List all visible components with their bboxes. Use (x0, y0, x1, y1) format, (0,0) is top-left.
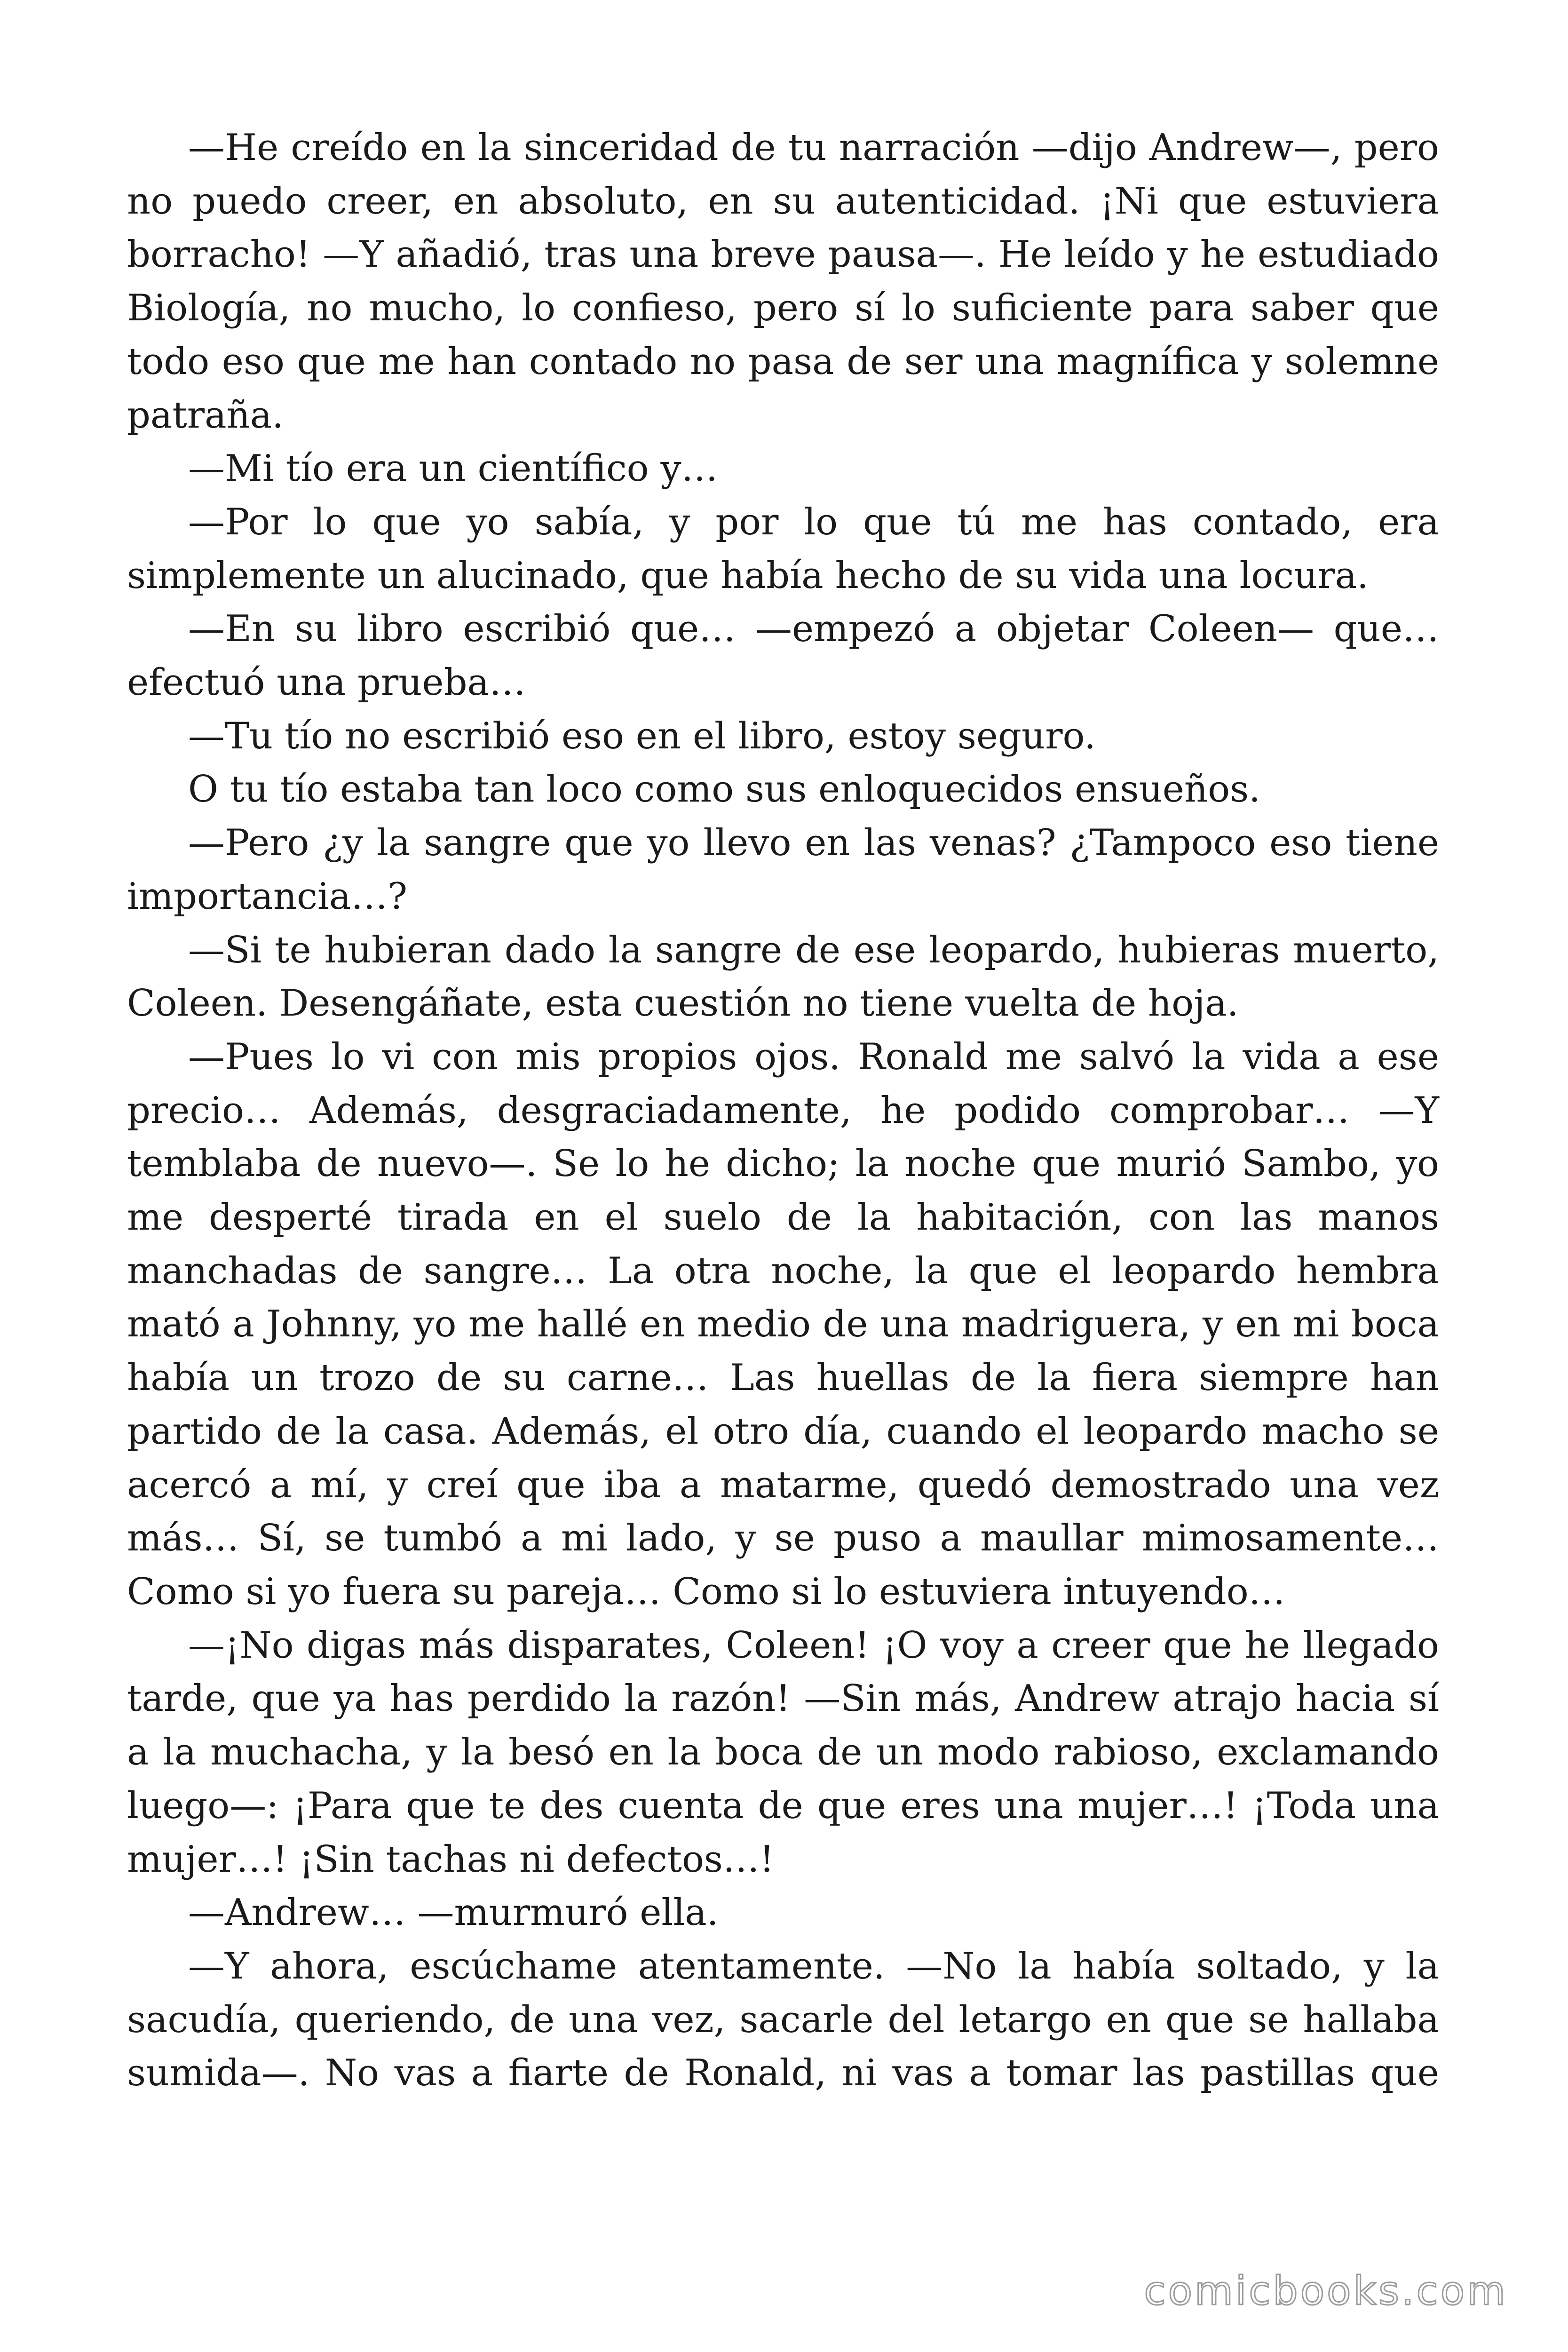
paragraph: —Por lo que yo sabía, y por lo que tú me has contado, era simplemente un alucinado, que había hecho de su vida una locura. (127, 501, 1439, 597)
paragraph: —Andrew… —murmuró ella. (188, 1891, 719, 1934)
paragraph: —Si te hubieran dado la sangre de ese leopardo, hubieras muerto, Coleen. Desengáñate, esta cuestión no tiene vuelta de hoja. (127, 929, 1439, 1025)
page-text (127, 121, 1439, 2100)
paragraph: —Pero ¿y la sangre que yo llevo en las venas? ¿Tampoco eso tiene importancia…? (127, 822, 1439, 918)
paragraph: O tu tío estaba tan loco como sus enloquecidos ensueños. (188, 768, 1260, 811)
watermark: comicbooks.com (1144, 2268, 1508, 2314)
paragraph: —Mi tío era un científico y… (188, 447, 718, 490)
paragraph-last: —Y ahora, escúchame atentamente. —No la había soltado, y la sacudía, queriendo, de una vez, sacarle del letargo en que se hallaba sumida—. No vas a fiarte de Ronald, ni vas a tomar las pastillas que (127, 1945, 1439, 2095)
paragraph: —¡No digas más disparates, Coleen! ¡O voy a creer que he llegado tarde, que ya has perdido la razón! —Sin más, Andrew atrajo hacia sí a la muchacha, y la besó en la boca de un modo rabioso, exclamando luego—: ¡Para que te des cuenta de que eres una mujer…! ¡Toda una mujer…! ¡Sin tachas ni defectos…! (127, 1624, 1439, 1881)
paragraph: —Tu tío no escribió eso en el libro, estoy seguro. (188, 715, 1096, 757)
paragraph: —En su libro escribió que… —empezó a objetar Coleen— que… efectuó una prueba… (127, 608, 1439, 704)
paragraph: —He creído en la sinceridad de tu narración —dijo Andrew—, pero no puedo creer, en absoluto, en su autenticidad. ¡Ni que estuviera borracho! —Y añadió, tras una breve pausa—. He leído y he estudiado Biología, no mucho, lo confieso, pero sí lo suficiente para saber que todo eso que me han contado no pasa de ser una magnífica y solemne patraña. (127, 127, 1439, 437)
paragraph: —Pues lo vi con mis propios ojos. Ronald me salvó la vida a ese precio… Además, desgraciadamente, he podido comprobar… —Y temblaba de nuevo—. Se lo he dicho; la noche que murió Sambo, yo me desperté tirada en el suelo de la habitación, con las manos manchadas de sangre… La otra noche, la que el leopardo hembra mató a Johnny, yo me hallé en medio de una madriguera, y en mi boca había un trozo de su carne… Las huellas de la fiera siempre han partido de la casa. Además, el otro día, cuando el leopardo macho se acercó a mí, y creí que iba a matarme, quedó demostrado una vez más… Sí, se tumbó a mi lado, y se puso a maullar mimosamente… Como si yo fuera su pareja… Como si lo estuviera intuyendo… (127, 1035, 1439, 1613)
